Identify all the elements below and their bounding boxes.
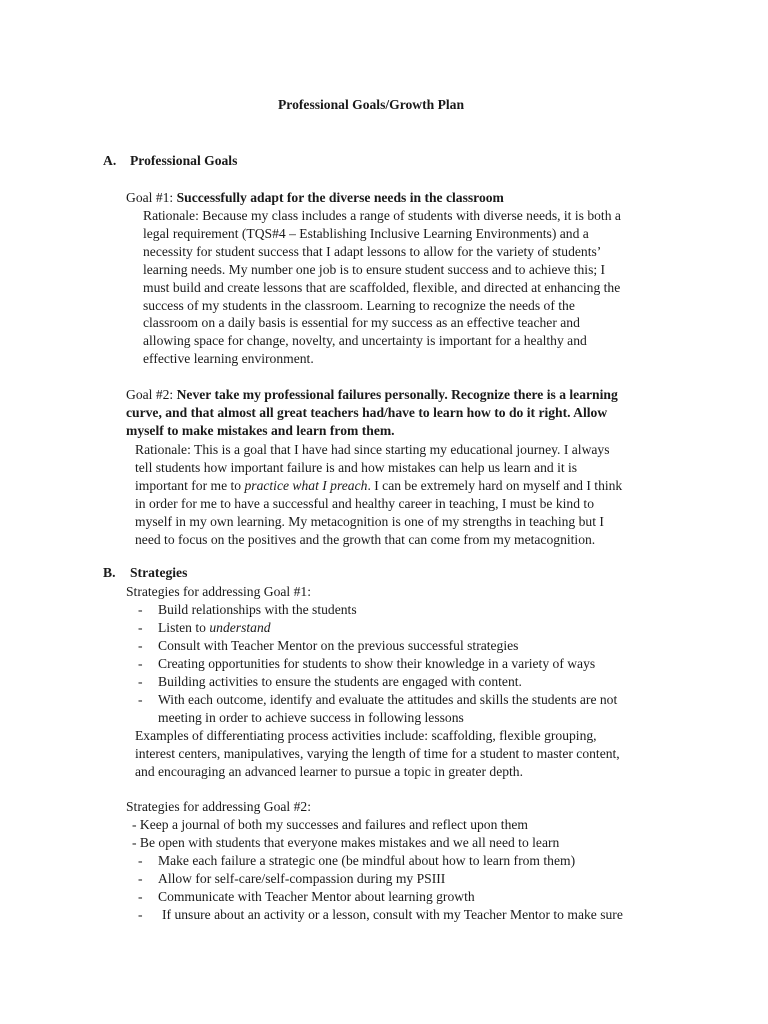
strategy-item: Creating opportunities for students to show their knowledge in a variety of ways (158, 656, 596, 671)
goal1-rationale-line: success of my students in the classroom. Learning to recognize the needs of the (143, 297, 575, 313)
strategy-item: If unsure about an activity or a lesson, consult with my Teacher Mentor to make sure (162, 907, 623, 922)
strategy-item-emphasis: understand (209, 620, 271, 635)
strategy-item: - Keep a journal of both my successes and failures and reflect upon them (132, 817, 528, 832)
strategy-item-continued: meeting in order to achieve success in following lessons (158, 710, 464, 725)
goal1-rationale-line: Rationale: Because my class includes a range of students with diverse needs, it is both a (143, 208, 621, 223)
list-bullet: - (138, 871, 143, 886)
section-b-heading: Strategies (130, 565, 188, 580)
goal1-rationale-line: necessity for student success that I adapt lessons to allow for the variety of students’ (143, 243, 602, 259)
strategies-goal2-intro: Strategies for addressing Goal #2: (126, 799, 311, 814)
goal2-rationale-line: Rationale: This is a goal that I have had since starting my educational journey. I always (135, 442, 610, 457)
section-a-heading: Professional Goals (130, 153, 238, 168)
strategy-item: Communicate with Teacher Mentor about learning growth (158, 889, 475, 904)
goal2-heading-line1 (126, 386, 618, 404)
goal1-rationale-line: legal requirement (TQS#4 – Establishing Inclusive Learning Environments) and a (143, 225, 589, 241)
goal1-rationale-line: allowing space for change, novelty, and uncertainty is important for a healthy and (143, 333, 587, 349)
list-bullet: - (138, 889, 143, 904)
goal2-rationale-line: tell students how important failure is and how mistakes can help us learn and it is (135, 459, 578, 475)
section-a-marker: A. (103, 153, 117, 168)
list-bullet: - (138, 907, 143, 922)
strategy-item (158, 619, 271, 637)
goal1-rationale-line: classroom on a daily basis is essential for my success as an effective teacher and (143, 315, 580, 331)
list-bullet: - (138, 674, 143, 689)
differentiation-examples (135, 727, 620, 781)
strategy-item: Allow for self-care/self-compassion during my PSIII (158, 871, 446, 886)
goal2-rationale-emphasis: practice what I preach (244, 477, 368, 493)
list-bullet: - (138, 692, 143, 707)
goal2-rationale-line: in order for me to have a successful and healthy career in teaching, I must be kind to (135, 495, 595, 511)
goal2-rationale-text: important for me to (135, 477, 245, 493)
list-bullet: - (138, 656, 143, 671)
goal2-title-line: curve, and that almost all great teachers had/have to learn how to do it right. Allow (126, 405, 608, 420)
goal2-title-line: Never take my professional failures personally. Recognize there is a learning (176, 387, 618, 402)
goal2-prefix: Goal #2: (126, 387, 174, 402)
list-bullet: - (138, 602, 143, 617)
list-bullet: - (138, 620, 143, 635)
strategy-item: Build relationships with the students (158, 602, 357, 617)
goal1-heading (126, 189, 504, 207)
goal2-rationale (135, 441, 622, 548)
list-bullet: - (138, 853, 143, 868)
goal2-rationale-line: need to focus on the positives and the growth that can come from my metacognition. (135, 531, 596, 547)
goal1-rationale (143, 207, 621, 368)
goal1-rationale-line: must build and create lessons that are scaffolded, flexible, and directed at enhancing the (143, 279, 621, 295)
goal2-rationale-text: . I can be extremely hard on myself and I think (367, 477, 623, 493)
goal1-rationale-line: learning needs. My number one job is to ensure student success and to achieve this; I (143, 261, 606, 277)
strategy-item: Building activities to ensure the students are engaged with content. (158, 674, 522, 689)
section-b-marker: B. (103, 565, 116, 580)
strategy-item: - Be open with students that everyone makes mistakes and we all need to learn (132, 835, 560, 850)
strategy-item: Make each failure a strategic one (be mindful about how to learn from them) (158, 853, 576, 868)
goal2-rationale-line (135, 477, 622, 495)
strategies-goal1-intro: Strategies for addressing Goal #1: (126, 584, 311, 599)
document-title: Professional Goals/Growth Plan (278, 97, 465, 112)
strategy-item-text: Listen to (158, 620, 210, 635)
goal1-prefix: Goal #1: (126, 190, 174, 205)
examples-line: and encouraging an advanced learner to pursue a topic in greater depth. (135, 763, 524, 779)
goal1-rationale-line: effective learning environment. (143, 351, 314, 367)
strategy-item: Consult with Teacher Mentor on the previous successful strategies (158, 638, 519, 653)
strategy-item: With each outcome, identify and evaluate the attitudes and skills the students are not (158, 692, 618, 707)
goal1-title: Successfully adapt for the diverse needs in the classroom (176, 190, 504, 205)
examples-line: interest centers, manipulatives, varying the length of time for a student to master content, (135, 745, 620, 761)
goal2-rationale-line: myself in my own learning. My metacognition is one of my strengths in teaching but I (135, 513, 604, 529)
goal2-title-line: myself to make mistakes and learn from them. (126, 423, 395, 438)
list-bullet: - (138, 638, 143, 653)
examples-line: Examples of differentiating process activities include: scaffolding, flexible grouping, (135, 728, 597, 743)
